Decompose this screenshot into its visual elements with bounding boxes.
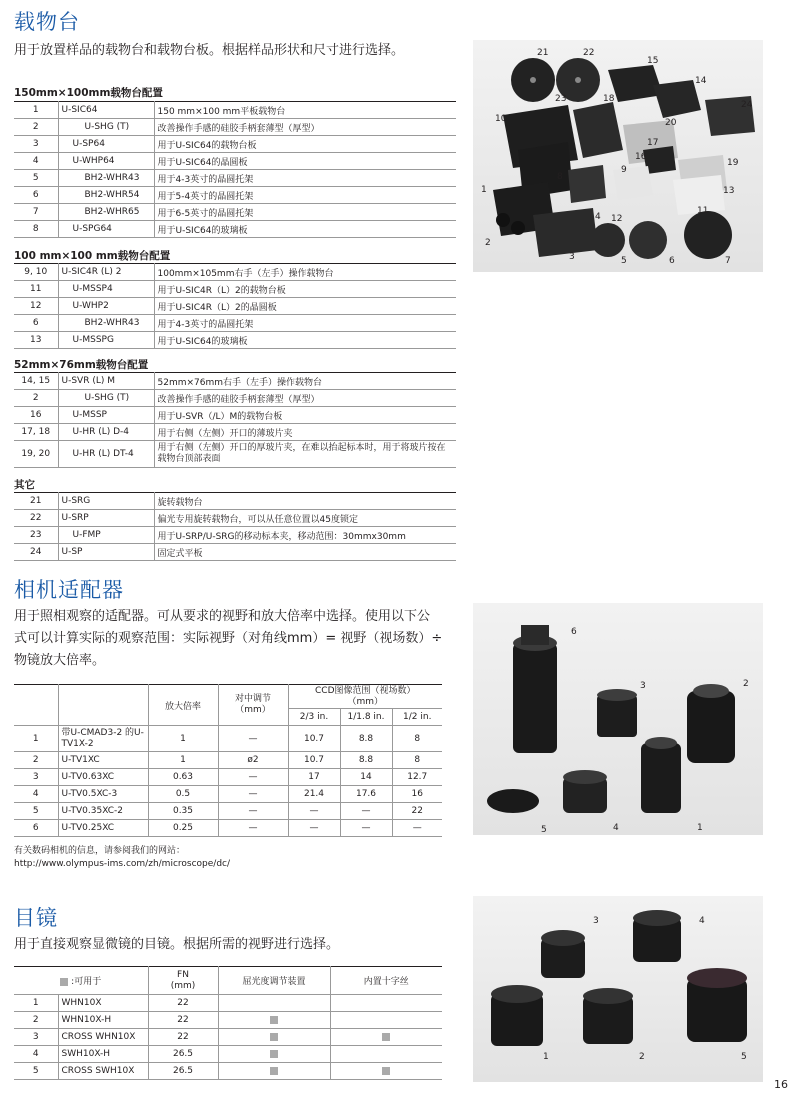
row-reticle — [330, 1012, 442, 1029]
row-desc: 100mm×105mm右手（左手）操作载物台 — [154, 264, 456, 281]
header-sensor-12: 1/2 in. — [392, 709, 442, 726]
row-no: 3 — [14, 769, 58, 786]
header-center-unit: （mm） — [235, 705, 271, 715]
row-desc: 用于4-3英寸的晶圆托架 — [154, 315, 456, 332]
row-no: 2 — [14, 752, 58, 769]
table-row — [14, 407, 456, 424]
row-center: — — [218, 726, 288, 752]
row-mag: 0.25 — [148, 820, 218, 837]
table-row — [14, 527, 456, 544]
camera-adapter-table — [14, 684, 442, 837]
table-row — [14, 264, 456, 281]
page-number: 16 — [774, 1078, 788, 1091]
row-ccd-b: 14 — [340, 769, 392, 786]
available-square-icon — [382, 1033, 390, 1041]
row-no: 8 — [14, 221, 58, 238]
row-model: CROSS WHN10X — [58, 1029, 148, 1046]
row-fn: 22 — [148, 1012, 218, 1029]
photo-label: 20 — [665, 118, 677, 128]
row-no: 3 — [14, 1029, 58, 1046]
header-ccd-label: CCD图像范围（视场数） — [315, 685, 416, 696]
photo-label: 10 — [495, 114, 507, 124]
table-row — [14, 204, 456, 221]
row-model: U-SPG64 — [58, 221, 154, 238]
row-center: — — [218, 820, 288, 837]
stage-table-100x100 — [14, 263, 456, 349]
table-row — [14, 315, 456, 332]
table-row — [14, 752, 442, 769]
row-fn: 22 — [148, 1029, 218, 1046]
photo-label: 16 — [635, 152, 647, 162]
row-no: 5 — [14, 1063, 58, 1080]
photo-label: 22 — [583, 48, 595, 58]
row-fn: 22 — [148, 995, 218, 1012]
row-no: 6 — [14, 315, 58, 332]
row-model: U-SP — [58, 544, 154, 561]
table-row — [14, 510, 456, 527]
available-square-icon — [60, 978, 68, 986]
row-ccd-a: 10.7 — [288, 726, 340, 752]
eyepieces-illustration — [473, 896, 763, 1082]
photo-label: 8 — [557, 172, 563, 182]
row-model: U-MSSP — [58, 407, 154, 424]
header-ccd-unit: （mm） — [347, 696, 384, 707]
row-model: U-TV0.35XC-2 — [58, 803, 148, 820]
table-row — [14, 995, 442, 1012]
row-ccd-c: 8 — [392, 726, 442, 752]
row-no: 4 — [14, 786, 58, 803]
row-ccd-b: — — [340, 820, 392, 837]
row-no: 17, 18 — [14, 424, 58, 441]
row-no: 21 — [14, 493, 58, 510]
row-model: U-WHP64 — [58, 153, 154, 170]
eyepiece-section-title: 目镜 — [14, 906, 58, 930]
row-diopter — [218, 995, 330, 1012]
row-model: SWH10X-H — [58, 1046, 148, 1063]
row-diopter — [218, 1063, 330, 1080]
row-desc: 用于右侧（左侧）开口的薄玻片夹 — [154, 424, 456, 441]
row-no: 1 — [14, 102, 58, 119]
row-model: U-HR (L) DT-4 — [58, 441, 154, 468]
row-desc: 用于4-3英寸的晶圆托架 — [154, 170, 456, 187]
photo-label: 1 — [481, 185, 487, 195]
photo-label: 3 — [593, 916, 599, 926]
row-no: 6 — [14, 820, 58, 837]
row-model: CROSS SWH10X — [58, 1063, 148, 1080]
row-ccd-b: 8.8 — [340, 726, 392, 752]
row-model: U-SIC64 — [58, 102, 154, 119]
row-desc: 用于U-SRP/U-SRG的移动标本夹，移动范围：30mmx30mm — [154, 527, 456, 544]
photo-label: 18 — [603, 94, 615, 104]
header-center — [218, 685, 288, 726]
photo-label: 7 — [725, 256, 731, 266]
camera-intro-line2: 式可以计算实际的观察范围：实际视野（对角线mm）= 视野（视场数）÷ — [14, 631, 443, 646]
stage-parts-illustration — [473, 40, 763, 272]
row-mag: 0.63 — [148, 769, 218, 786]
row-mag: 0.35 — [148, 803, 218, 820]
table-row — [14, 1063, 442, 1080]
available-square-icon — [270, 1033, 278, 1041]
row-no: 2 — [14, 1012, 58, 1029]
header-ccd — [288, 685, 442, 709]
row-no: 22 — [14, 510, 58, 527]
stage-intro: 用于放置样品的载物台和载物台板。根据样品形状和尺寸进行选择。 — [14, 43, 405, 58]
row-desc: 用于U-SIC64的载物台板 — [154, 136, 456, 153]
row-model: U-FMP — [58, 527, 154, 544]
photo-label: 3 — [640, 681, 646, 691]
row-model: U-TV0.25XC — [58, 820, 148, 837]
header-sensor-118: 1/1.8 in. — [340, 709, 392, 726]
row-reticle — [330, 995, 442, 1012]
table-row — [14, 281, 456, 298]
photo-label: 2 — [639, 1052, 645, 1062]
row-diopter — [218, 1046, 330, 1063]
row-center: — — [218, 786, 288, 803]
row-desc: 旋转载物台 — [154, 493, 456, 510]
stage-table-52x76 — [14, 372, 456, 468]
row-desc: 用于U-SIC4R（L）2的晶圆板 — [154, 298, 456, 315]
header-center-label: 对中调节 — [234, 694, 271, 704]
photo-label: 9 — [621, 165, 627, 175]
row-desc: 改善操作手感的硅胶手柄套薄型（厚型） — [154, 390, 456, 407]
row-desc: 150 mm×100 mm平板载物台 — [154, 102, 456, 119]
table-row — [14, 187, 456, 204]
header-sensor-23: 2/3 in. — [288, 709, 340, 726]
row-model: BH2-WHR54 — [58, 187, 154, 204]
row-model: BH2-WHR43 — [58, 315, 154, 332]
row-reticle — [330, 1063, 442, 1080]
stage-group-heading-52x76: 52mm×76mm载物台配置 — [14, 359, 149, 371]
table-row — [14, 170, 456, 187]
row-ccd-c: 22 — [392, 803, 442, 820]
photo-label: 4 — [595, 212, 601, 222]
header-mag: 放大倍率 — [148, 685, 218, 726]
row-model: U-MSSP4 — [58, 281, 154, 298]
row-no: 2 — [14, 119, 58, 136]
table-row — [14, 119, 456, 136]
row-desc: 固定式平板 — [154, 544, 456, 561]
header-diopter: 屈光度调节装置 — [218, 967, 330, 995]
row-no: 4 — [14, 1046, 58, 1063]
row-ccd-c: — — [392, 820, 442, 837]
photo-label: 19 — [727, 158, 739, 168]
table-row — [14, 726, 442, 752]
row-model: WHN10X — [58, 995, 148, 1012]
row-ccd-c: 16 — [392, 786, 442, 803]
stage-group-heading-100x100: 100 mm×100 mm载物台配置 — [14, 250, 171, 262]
row-no: 13 — [14, 332, 58, 349]
row-no: 5 — [14, 803, 58, 820]
table-row — [14, 544, 456, 561]
available-square-icon — [382, 1067, 390, 1075]
row-no: 9, 10 — [14, 264, 58, 281]
stage-table-150x100 — [14, 101, 456, 238]
row-ccd-b: 8.8 — [340, 752, 392, 769]
row-model: U-SRG — [58, 493, 154, 510]
photo-label: 23 — [555, 94, 567, 104]
row-model: BH2-WHR65 — [58, 204, 154, 221]
photo-label: 24 — [741, 100, 753, 110]
table-row — [14, 1012, 442, 1029]
row-mag: 1 — [148, 752, 218, 769]
photo-label: 11 — [697, 206, 709, 216]
row-no: 2 — [14, 390, 58, 407]
row-ccd-c: 8 — [392, 752, 442, 769]
row-desc: 改善操作手感的硅胶手柄套薄型（厚型） — [154, 119, 456, 136]
photo-label: 5 — [541, 825, 547, 835]
row-desc: 用于U-SIC64的玻璃板 — [154, 221, 456, 238]
photo-label: 12 — [611, 214, 623, 224]
row-no: 7 — [14, 204, 58, 221]
row-model: U-TV0.63XC — [58, 769, 148, 786]
stage-table-other — [14, 492, 456, 561]
available-square-icon — [270, 1016, 278, 1024]
row-ccd-b: — — [340, 803, 392, 820]
stage-group-heading-150x100: 150mm×100mm载物台配置 — [14, 87, 163, 99]
table-row — [14, 390, 456, 407]
row-ccd-a: 17 — [288, 769, 340, 786]
row-desc: 偏光专用旋转载物台，可以从任意位置以45度锁定 — [154, 510, 456, 527]
table-row — [14, 786, 442, 803]
row-model: U-SHG (T) — [58, 119, 154, 136]
row-model: U-SRP — [58, 510, 154, 527]
photo-label: 14 — [695, 76, 707, 86]
row-fn: 26.5 — [148, 1063, 218, 1080]
photo-label: 13 — [723, 186, 735, 196]
row-model: WHN10X-H — [58, 1012, 148, 1029]
table-row — [14, 298, 456, 315]
photo-label: 6 — [669, 256, 675, 266]
photo-label: 1 — [697, 823, 703, 833]
row-ccd-a: 10.7 — [288, 752, 340, 769]
row-no: 24 — [14, 544, 58, 561]
row-ccd-c: 12.7 — [392, 769, 442, 786]
row-model: U-SHG (T) — [58, 390, 154, 407]
row-ccd-b: 17.6 — [340, 786, 392, 803]
row-reticle — [330, 1046, 442, 1063]
table-header-row — [14, 967, 442, 995]
photo-label: 17 — [647, 138, 659, 148]
row-desc: 用于右侧（左侧）开口的厚玻片夹，在难以抬起标本时，用于将玻片按在载物台顶部表面 — [154, 441, 456, 468]
row-model: U-HR (L) D-4 — [58, 424, 154, 441]
photo-label: 5 — [621, 256, 627, 266]
row-model: U-SIC4R (L) 2 — [58, 264, 154, 281]
camera-intro-line3: 物镜放大倍率。 — [14, 653, 106, 668]
header-available-label: :可用于 — [71, 977, 102, 987]
table-row — [14, 441, 456, 468]
row-ccd-a: — — [288, 820, 340, 837]
row-mag: 1 — [148, 726, 218, 752]
camera-adapters-illustration — [473, 603, 763, 835]
row-model: BH2-WHR43 — [58, 170, 154, 187]
table-row — [14, 493, 456, 510]
camera-website-link[interactable]: http://www.olympus-ims.com/zh/microscope/dc/ — [14, 859, 231, 869]
table-row — [14, 1029, 442, 1046]
row-desc: 用于U-SVR（/L）M的载物台板 — [154, 407, 456, 424]
table-row — [14, 769, 442, 786]
row-no: 3 — [14, 136, 58, 153]
row-no: 4 — [14, 153, 58, 170]
row-model: U-WHP2 — [58, 298, 154, 315]
row-model: U-TV1XC — [58, 752, 148, 769]
photo-label: 3 — [569, 252, 575, 262]
photo-label: 1 — [543, 1052, 549, 1062]
camera-intro-line1: 用于照相观察的适配器。可从要求的视野和放大倍率中选择。使用以下公 — [14, 609, 431, 624]
row-no: 5 — [14, 170, 58, 187]
table-row — [14, 373, 456, 390]
row-desc: 用于U-SIC64的晶圆板 — [154, 153, 456, 170]
photo-label: 4 — [699, 916, 705, 926]
available-square-icon — [270, 1067, 278, 1075]
camera-section-title: 相机适配器 — [14, 578, 124, 602]
eyepiece-table — [14, 966, 442, 1080]
photo-label: 15 — [647, 56, 659, 66]
photo-label: 21 — [537, 48, 549, 58]
row-center: ø2 — [218, 752, 288, 769]
eyepiece-intro: 用于直接观察显微镜的目镜。根据所需的视野进行选择。 — [14, 937, 340, 952]
table-row — [14, 102, 456, 119]
photo-label: 2 — [485, 238, 491, 248]
row-no: 12 — [14, 298, 58, 315]
table-row — [14, 1046, 442, 1063]
table-row — [14, 424, 456, 441]
table-row — [14, 221, 456, 238]
photo-label: 5 — [741, 1052, 747, 1062]
photo-label: 6 — [571, 627, 577, 637]
header-available — [14, 967, 148, 995]
row-desc: 用于U-SIC4R（L）2的载物台板 — [154, 281, 456, 298]
stage-group-heading-other: 其它 — [14, 479, 35, 491]
row-ccd-a: 21.4 — [288, 786, 340, 803]
row-center: — — [218, 803, 288, 820]
table-row — [14, 136, 456, 153]
row-diopter — [218, 1029, 330, 1046]
row-desc: 52mm×76mm右手（左手）操作载物台 — [154, 373, 456, 390]
row-desc: 用于6-5英寸的晶圆托架 — [154, 204, 456, 221]
available-square-icon — [270, 1050, 278, 1058]
row-no: 14, 15 — [14, 373, 58, 390]
row-model: U-TV0.5XC-3 — [58, 786, 148, 803]
row-model: U-MSSPG — [58, 332, 154, 349]
row-diopter — [218, 1012, 330, 1029]
row-no: 16 — [14, 407, 58, 424]
row-desc: 用于U-SIC64的玻璃板 — [154, 332, 456, 349]
header-reticle: 内置十字丝 — [330, 967, 442, 995]
row-ccd-a: — — [288, 803, 340, 820]
row-no: 1 — [14, 726, 58, 752]
row-no: 6 — [14, 187, 58, 204]
row-reticle — [330, 1029, 442, 1046]
camera-note-line1: 有关数码相机的信息，请参阅我们的网站： — [14, 846, 186, 856]
header-fn — [148, 967, 218, 995]
row-model: 带U-CMAD3-2 的U-TV1X-2 — [58, 726, 148, 752]
table-row — [14, 820, 442, 837]
row-no: 23 — [14, 527, 58, 544]
row-model: U-SP64 — [58, 136, 154, 153]
row-no: 1 — [14, 995, 58, 1012]
photo-label: 4 — [613, 823, 619, 833]
row-no: 11 — [14, 281, 58, 298]
row-center: — — [218, 769, 288, 786]
stage-section-title: 载物台 — [14, 10, 80, 34]
stage-product-photo — [473, 40, 763, 272]
table-header-row — [14, 685, 442, 709]
photo-label: 2 — [743, 679, 749, 689]
row-desc: 用于5-4英寸的晶圆托架 — [154, 187, 456, 204]
row-no: 19, 20 — [14, 441, 58, 468]
camera-adapter-photo — [473, 603, 763, 835]
table-row — [14, 803, 442, 820]
row-mag: 0.5 — [148, 786, 218, 803]
eyepiece-photo — [473, 896, 763, 1082]
table-row — [14, 153, 456, 170]
row-model: U-SVR (L) M — [58, 373, 154, 390]
table-row — [14, 332, 456, 349]
header-fn-label: FN — [177, 969, 189, 980]
header-fn-unit: (mm) — [170, 980, 196, 991]
row-fn: 26.5 — [148, 1046, 218, 1063]
